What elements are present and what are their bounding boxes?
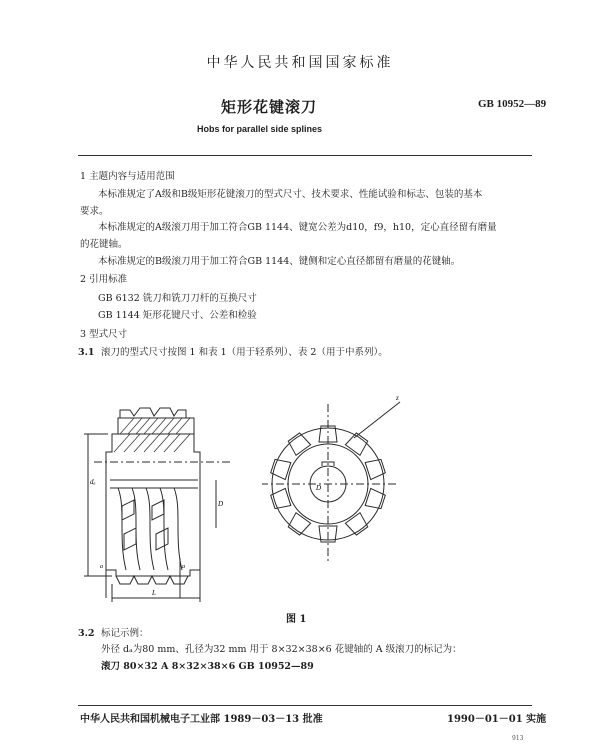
issuer-approval: 中华人民共和国机械电子工业部 1989－03－13 批准 [80,714,323,725]
header-rule [78,155,532,156]
clause-3-2-text: 外径 dₐ为80 mm、孔径为32 mm 用于 8×32×38×6 花键轴的 A 级滚刀的标记为： [101,644,462,655]
hob-end-view-drawing [262,384,412,574]
reference-item: GB 1144 矩形花键尺寸、公差和检验 [98,310,257,321]
dimension-label-L: L [152,589,156,597]
page-number: 913 [512,735,524,742]
clause-3-1-number: 3.1 [78,347,95,358]
document-subtitle-en: Hobs for parallel side splines [197,124,323,134]
section-1-paragraph-1-cont: 要求。 [80,206,109,217]
standard-title: 中华人民共和国国家标准 [206,55,394,71]
clause-3-1-text: 滚刀的型式尺寸按图 1 和表 1（用于轻系列）、表 2（用于中系列）。 [101,347,388,358]
section-1-paragraph-2-cont: 的花键轴。 [80,239,128,250]
hob-side-view-drawing [82,388,242,610]
document-title: 矩形花键滚刀 [221,98,318,116]
standard-number: GB 10952—89 [478,98,547,110]
end-view-label-D: D [316,484,322,492]
reference-item: GB 6132 铣刀和铣刀刀杆的互换尺寸 [98,293,257,304]
dimension-label-a-right: a [182,564,185,570]
figure-caption: 图 1 [286,614,307,625]
section-3-heading: 3 型式尺寸 [80,329,128,340]
footer-rule [78,705,532,706]
clause-3-2-heading: 标记示例： [101,628,149,639]
dimension-label-da: dₐ [90,478,96,486]
implementation-date: 1990－01－01 实施 [447,714,547,725]
section-1-heading: 1 主题内容与适用范围 [80,171,175,182]
clause-3-2-number: 3.2 [78,628,95,639]
end-view-label-z: z [396,394,399,402]
dimension-label-a-left: a [100,564,103,570]
section-1-paragraph-2: 本标准规定的A级滚刀用于加工符合GB 1144、键宽公差为d10，f9，h10，定心直径留有磨量 [98,222,497,233]
section-2-heading: 2 引用标准 [80,274,128,285]
section-1-paragraph-3: 本标准规定的B级滚刀用于加工符合GB 1144、键侧和定心直径都留有磨量的花键轴。 [98,256,461,267]
marking-example: 滚刀 80×32 A 8×32×38×6 GB 10952—89 [101,661,314,672]
dimension-label-D: D [218,500,224,508]
section-1-paragraph-1: 本标准规定了A级和B级矩形花键滚刀的型式尺寸、技术要求、性能试验和标志、包装的基本 [98,189,483,200]
